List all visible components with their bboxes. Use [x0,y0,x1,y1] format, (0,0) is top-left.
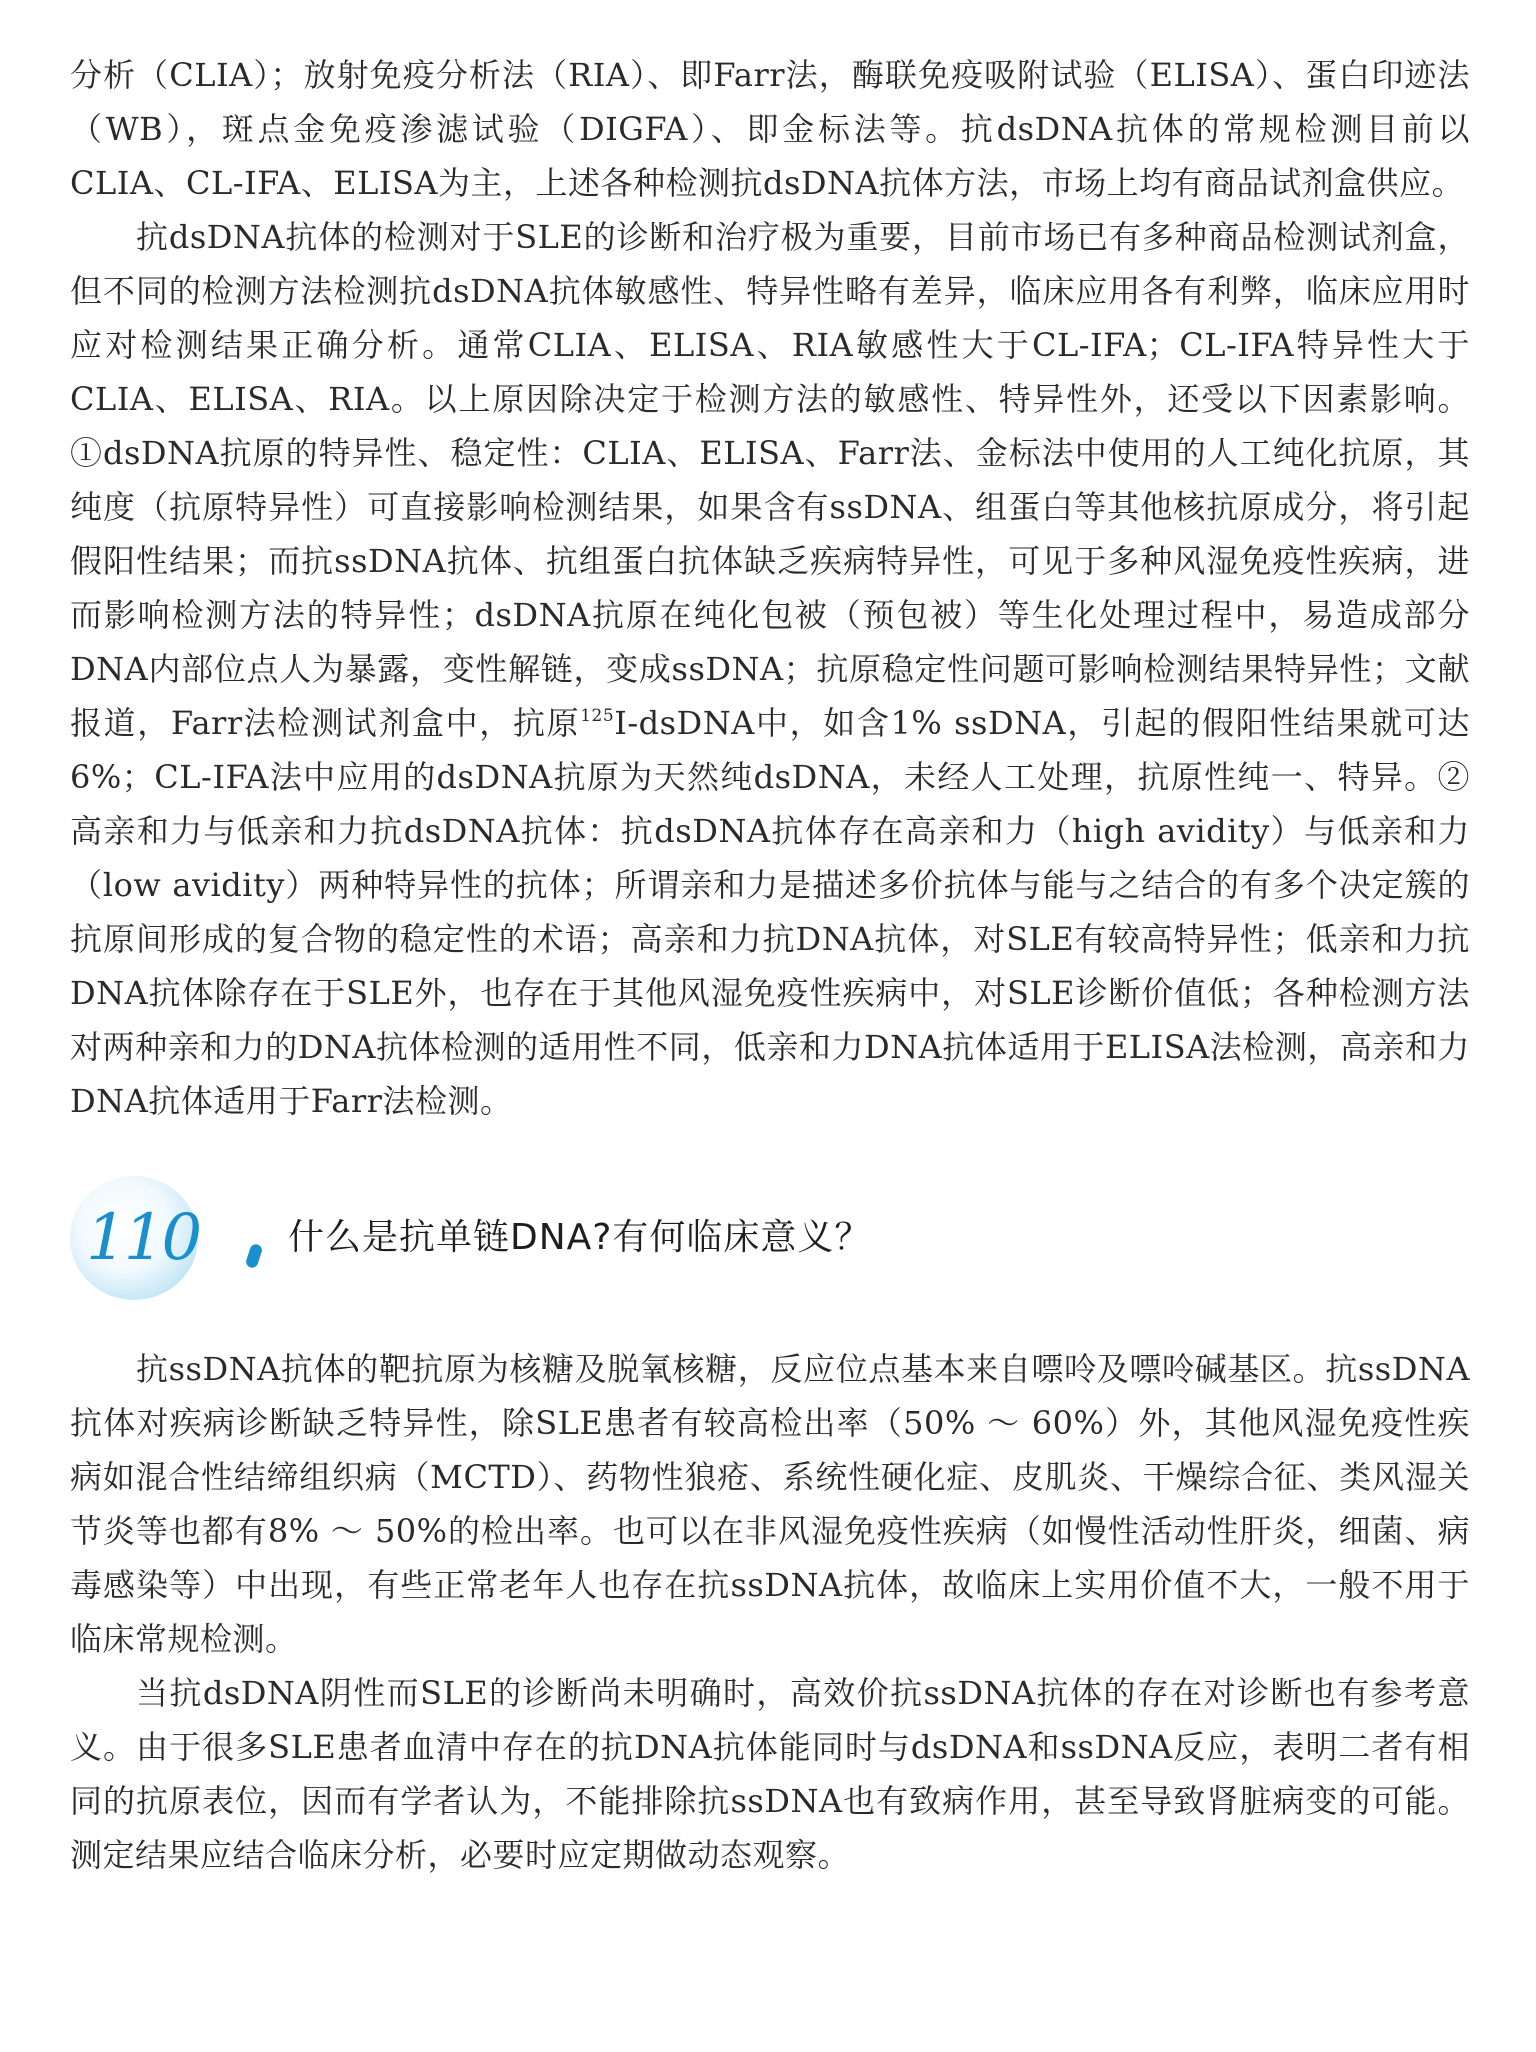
paragraph-dsdna-detection [70,210,1470,1128]
paragraph-ssdna-significance: 当抗dsDNA阴性而SLE的诊断尚未明确时，高效价抗ssDNA抗体的存在对诊断也有参考意义。由于很多SLE患者血清中存在的抗DNA抗体能同时与dsDNA和ssDNA反应，表明二者有相同的抗原表位，因而有学者认为，不能排除抗ssDNA也有致病作用，甚至导致肾脏病变的可能。测定结果应结合临床分析，必要时应定期做动态观察。 [70,1674,1470,1874]
isotope-superscript: 125 [580,706,615,726]
paragraph-text-part-b: I-dsDNA中，如含1% ssDNA，引起的假阳性结果就可达6%；CL-IFA法中应用的dsDNA抗原为天然纯dsDNA，未经人工处理，抗原性纯一、特异。②高亲和力与低亲和力抗dsDNA抗体：抗dsDNA抗体存在高亲和力（high avidity）与低亲和力（low avidity）两种特异性的抗体；所谓亲和力是描述多价抗体与能与之结合的有多个决定簇的抗原间形成的复合物的稳定性的术语；高亲和力抗DNA抗体，对SLE有较高特异性；低亲和力抗DNA抗体除存在于SLE外，也存在于其他风湿免疫性疾病中，对SLE诊断价值低；各种检测方法对两种亲和力的DNA抗体检测的适用性不同，低亲和力DNA抗体适用于ELISA法检测，高亲和力DNA抗体适用于Farr法检测。 [70,704,1470,1120]
paragraph-text-part-a: 抗dsDNA抗体的检测对于SLE的诊断和治疗极为重要，目前市场已有多种商品检测试剂盒，但不同的检测方法检测抗dsDNA抗体敏感性、特异性略有差异，临床应用各有利弊，临床应用时应对检测结果正确分析。通常CLIA、ELISA、RIA敏感性大于CL-IFA；CL-IFA特异性大于CLIA、ELISA、RIA。以上原因除决定于检测方法的敏感性、特异性外，还受以下因素影响。①dsDNA抗原的特异性、稳定性：CLIA、ELISA、Farr法、金标法中使用的人工纯化抗原，其纯度（抗原特异性）可直接影响检测结果，如果含有ssDNA、组蛋白等其他核抗原成分，将引起假阳性结果；而抗ssDNA抗体、抗组蛋白抗体缺乏疾病特异性，可见于多种风湿免疫性疾病，进而影响检测方法的特异性；dsDNA抗原在纯化包被（预包被）等生化处理过程中，易造成部分DNA内部位点人为暴露，变性解链，变成ssDNA；抗原稳定性问题可影响检测结果特异性；文献报道，Farr法检测试剂盒中，抗原 [70,218,1470,742]
paragraph-methods-continued: 分析（CLIA）；放射免疫分析法（RIA）、即Farr法，酶联免疫吸附试验（ELISA）、蛋白印迹法（WB），斑点金免疫渗滤试验（DIGFA）、即金标法等。抗dsDNA抗体的常规检测目前以CLIA、CL-IFA、ELISA为主，上述各种检测抗dsDNA抗体方法，市场上均有商品试剂盒供应。 [70,56,1470,202]
page-content [70,48,1470,1882]
badge-comma-mark [245,1243,264,1270]
question-title: 什么是抗单链DNA?有何临床意义？ [288,1217,872,1258]
paragraph-ssdna-antibody: 抗ssDNA抗体的靶抗原为核糖及脱氧核糖，反应位点基本来自嘌呤及嘌呤碱基区。抗ssDNA抗体对疾病诊断缺乏特异性，除SLE患者有较高检出率（50% ～ 60%）外，其他风湿免疫性疾病如混合性结缔组织病（MCTD）、药物性狼疮、系统性硬化症、皮肌炎、干燥综合征、类风湿关节炎等也都有8% ～ 50%的检出率。也可以在非风湿免疫性疾病（如慢性活动性肝炎，细菌、病毒感染等）中出现，有些正常老年人也存在抗ssDNA抗体，故临床上实用价值不大，一般不用于临床常规检测。 [70,1350,1470,1658]
question-number: 110 [86,1201,200,1275]
question-heading [70,1176,1470,1302]
